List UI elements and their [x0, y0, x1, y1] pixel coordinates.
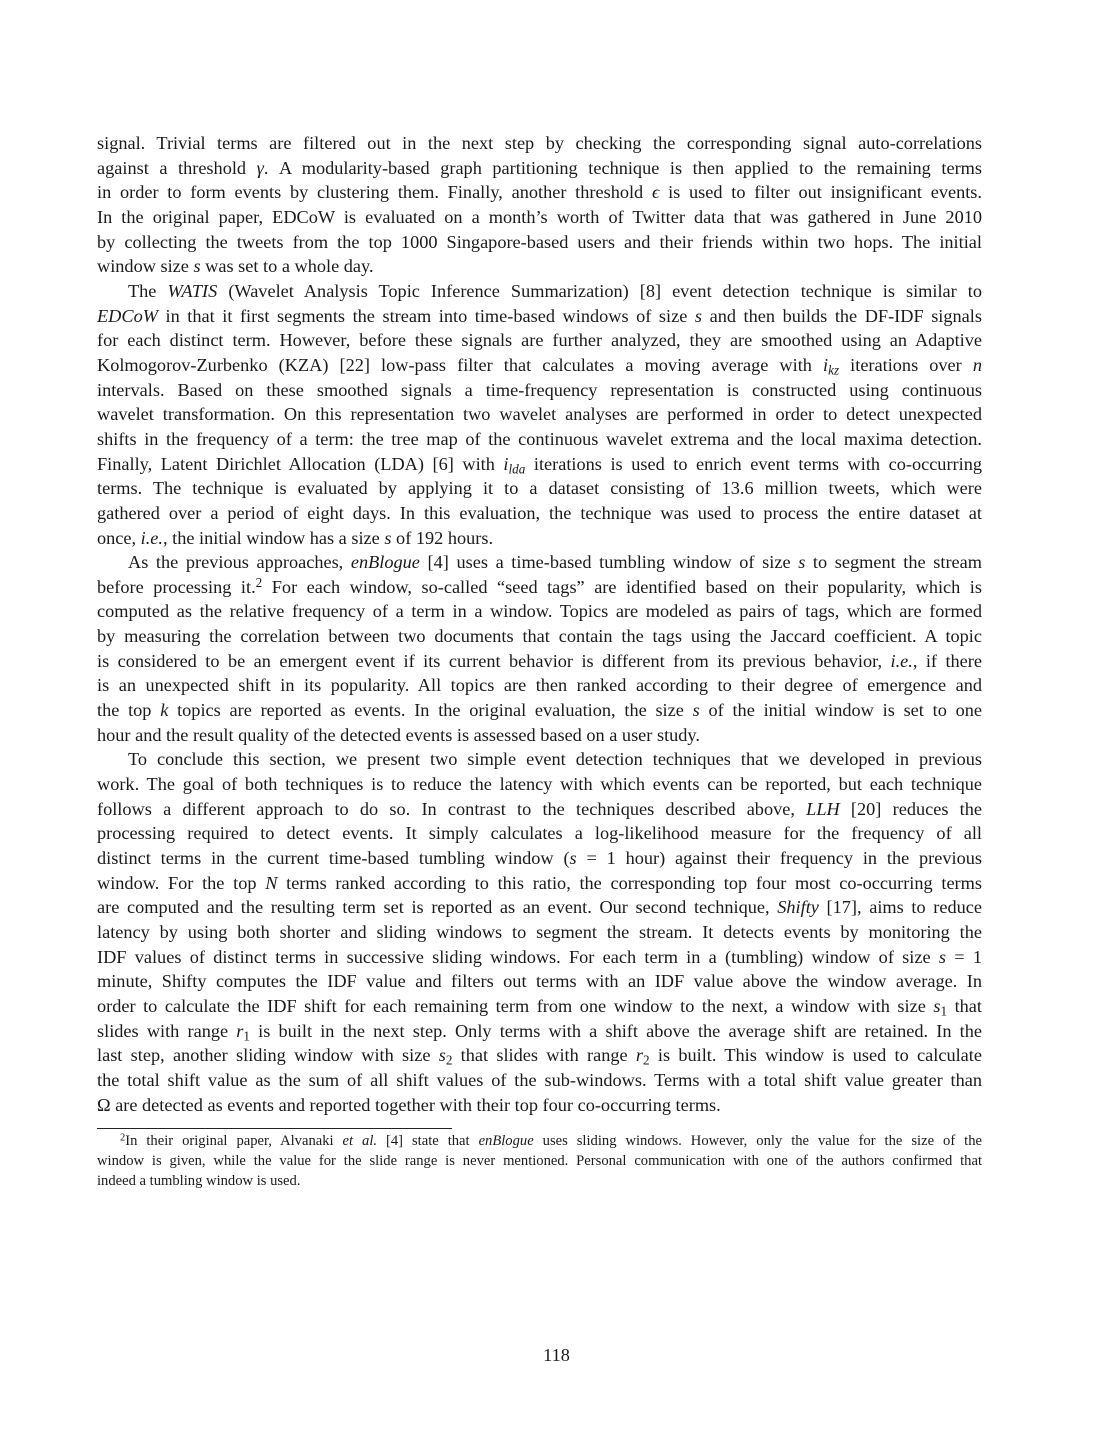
paragraph — [97, 1131, 982, 1191]
text-run: signal. Trivial terms are filtered out in the next step by checking the corresponding signal auto-correlations — [97, 133, 982, 153]
text-run: follows a different approach to do so. In contrast to the techniques described above, — [97, 798, 807, 819]
footnote-rule — [97, 1128, 452, 1129]
text-line — [97, 895, 982, 920]
text-run: before processing it. — [97, 576, 256, 597]
italic-run: i — [823, 354, 829, 375]
text-run: is used to filter out insignificant events. — [659, 182, 982, 203]
text-line — [97, 969, 982, 994]
text-run: topics are reported as events. In the original evaluation, the size — [168, 700, 693, 721]
text-run: by measuring the correlation between two documents that contain the tags using the Jaccard coefficient. A topic — [97, 626, 982, 647]
text-run: The — [128, 280, 168, 301]
italic-run: WATIS — [167, 280, 218, 301]
text-line — [97, 1043, 982, 1068]
subscript: 1 — [243, 1027, 250, 1043]
footnote — [97, 1131, 982, 1191]
italic-run: LLH — [806, 798, 840, 819]
text-line — [97, 353, 982, 378]
text-run: iterations is used to enrich event terms with co-occurring — [525, 453, 982, 474]
italic-run: i — [503, 453, 509, 474]
text-run: hour and the result quality of the detected events is assessed based on a user study. — [97, 724, 700, 745]
text-line — [97, 304, 982, 329]
text-run: gathered over a period of eight days. In this evaluation, the technique was used to process the entire dataset at — [97, 502, 982, 523]
text-run: order to calculate the IDF shift for each remaining term from one window to the next, a window with size — [97, 995, 934, 1016]
text-run: slides with range — [97, 1020, 237, 1041]
text-line — [97, 328, 982, 353]
text-run: in order to form events by clustering them. Finally, another threshold — [97, 182, 652, 203]
italic-run: k — [160, 700, 169, 721]
text-line — [97, 920, 982, 945]
text-run: was set to a whole day. — [200, 256, 374, 277]
text-run: Ω are detected as events and reported together with their top four co-occurring terms. — [97, 1094, 721, 1115]
text-run: are computed and the resulting term set is reported as an event. Our second technique, — [97, 897, 778, 918]
text-line — [97, 378, 982, 403]
text-run: indeed a tumbling window is used. — [97, 1173, 301, 1189]
text-line — [97, 723, 982, 748]
text-run: In their original paper, Alvanaki — [125, 1133, 343, 1149]
text-line — [97, 1068, 982, 1093]
page-number: 118 — [543, 1345, 570, 1365]
text-run: to segment the stream — [805, 552, 982, 573]
italic-run: EDCoW — [97, 305, 158, 326]
text-run: is built. This window is used to calculate — [649, 1045, 982, 1066]
italic-run: ϵ — [651, 182, 660, 203]
text-run: [20] reduces the — [839, 798, 982, 819]
italic-run: r — [236, 1020, 244, 1041]
italic-run: s — [193, 256, 201, 277]
text-run: of 192 hours. — [391, 527, 494, 548]
body-text — [97, 131, 982, 1117]
paragraph — [97, 550, 982, 747]
italic-run: i.e. — [890, 650, 913, 671]
text-line — [97, 575, 982, 600]
text-line — [97, 156, 982, 181]
text-run: In the original paper, EDCoW is evaluated on a month’s worth of Twitter data that was gathered in June 2010 — [97, 206, 982, 227]
italic-run: N — [265, 872, 278, 893]
text-run: To conclude this section, we present two simple event detection techniques that we developed in previous — [128, 749, 982, 770]
paragraph — [97, 747, 982, 1117]
text-run: Finally, Latent Dirichlet Allocation (LDA) [6] with — [97, 453, 504, 474]
text-run: that slides with range — [452, 1045, 636, 1066]
text-line — [97, 1019, 982, 1044]
text-run: iterations over — [839, 354, 973, 375]
italic-run: r — [635, 1045, 644, 1066]
text-run: [17], aims to reduce — [818, 897, 982, 918]
text-line — [97, 427, 982, 452]
text-run: . A modularity-based graph partitioning technique is then applied to the remaining terms — [263, 157, 982, 178]
italic-run: γ — [256, 157, 264, 178]
text-run: processing required to detect events. It simply calculates a log-likelihood measure for the frequency of all — [97, 823, 982, 844]
text-run: uses sliding windows. However, only the value for the size of the — [533, 1133, 982, 1149]
text-run: that — [947, 995, 983, 1016]
text-run: window is given, while the value for the slide range is never mentioned. Personal communication with one of the authors confirmed that — [97, 1153, 982, 1169]
italic-run: Shifty — [777, 897, 819, 918]
text-run: last step, another sliding window with size — [97, 1045, 439, 1066]
text-line — [97, 871, 982, 896]
text-line — [97, 205, 982, 230]
text-line — [97, 180, 982, 205]
italic-run: et al. — [342, 1133, 378, 1149]
text-line — [97, 131, 982, 156]
text-line — [97, 279, 982, 304]
text-run: is built in the next step. Only terms with a shift above the average shift are retained. In the — [249, 1020, 982, 1041]
superscript: 2 — [120, 1132, 126, 1144]
text-run: latency by using both shorter and sliding windows to segment the stream. It detects events by monitoring the — [97, 922, 982, 942]
text-run: wavelet transformation. On this representation two wavelet analyses are performed in order to detect unexpected — [97, 404, 982, 425]
text-line — [97, 1171, 982, 1191]
text-run: terms ranked according to this ratio, the corresponding top four most co-occurring terms — [277, 872, 982, 893]
paragraph — [97, 131, 982, 279]
text-run: terms. The technique is evaluated by applying it to a dataset consisting of 13.6 million tweets, which were — [97, 478, 982, 499]
text-run: work. The goal of both techniques is to reduce the latency with which events can be reported, but each technique — [97, 774, 982, 795]
text-line — [97, 526, 982, 551]
italic-run: s — [569, 848, 577, 869]
subscript: 2 — [445, 1052, 453, 1068]
text-run: (Wavelet Analysis Topic Inference Summarization) [8] event detection technique is similar to — [217, 280, 983, 301]
text-run: computed as the relative frequency of a term in a window. Topics are modeled as pairs of tags, which are formed — [97, 601, 982, 622]
italic-run: s — [384, 527, 392, 548]
text-line — [97, 747, 982, 772]
text-run: shifts in the frequency of a term: the tree map of the continuous wavelet extrema and the local maxima detection. — [97, 428, 982, 449]
text-run: in that it first segments the stream into time-based windows of size — [157, 305, 695, 326]
text-run: the total shift value as the sum of all shift values of the sub-windows. Terms with a total shift value greater than — [97, 1069, 982, 1090]
text-line — [97, 1093, 982, 1118]
italic-run: enBlogue — [478, 1133, 534, 1149]
text-run: = 1 hour) against their frequency in the previous — [576, 848, 982, 869]
text-line — [97, 599, 982, 624]
text-line — [97, 649, 982, 674]
text-run: [4] uses a time-based tumbling window of size — [419, 552, 799, 573]
subscript: kz — [828, 362, 840, 378]
superscript: 2 — [255, 574, 263, 590]
text-line — [97, 550, 982, 575]
text-run: minute, Shifty computes the IDF value and filters out terms with an IDF value above the window average. In — [97, 971, 982, 992]
italic-run: n — [972, 354, 982, 375]
text-run: , the initial window has a size — [163, 527, 385, 548]
text-run: [4] state that — [377, 1133, 479, 1149]
text-run: for each distinct term. However, before these signals are further analyzed, they are smoothed using an Adaptive — [97, 330, 982, 351]
text-run: For each window, so-called “seed tags” are identified based on their popularity, which is — [262, 576, 983, 597]
text-line — [97, 797, 982, 822]
text-run: , if there — [912, 650, 982, 671]
text-line — [97, 624, 982, 649]
subscript: 2 — [643, 1052, 650, 1068]
text-run: is considered to be an emergent event if its current behavior is different from its previous behavior, — [97, 650, 891, 671]
text-run: by collecting the tweets from the top 1000 Singapore-based users and their friends within two hops. The initial — [97, 231, 982, 252]
text-run: As the previous approaches, — [128, 552, 351, 573]
text-run: Kolmogorov-Zurbenko (KZA) [22] low-pass filter that calculates a moving average with — [97, 354, 824, 375]
text-run: the top — [97, 700, 161, 721]
text-run: and then builds the DF-IDF signals — [702, 305, 982, 326]
text-line — [97, 772, 982, 797]
text-run: of the initial window is set to one — [699, 700, 982, 721]
text-line — [97, 994, 982, 1019]
text-run: = 1 — [946, 946, 982, 967]
text-run: IDF values of distinct terms in successive sliding windows. For each term in a (tumbling) window of size — [97, 946, 939, 967]
text-run: distinct terms in the current time-based tumbling window ( — [97, 848, 570, 869]
text-line — [97, 254, 982, 279]
italic-run: s — [933, 995, 941, 1016]
italic-run: enBlogue — [350, 552, 420, 573]
text-line — [97, 402, 982, 427]
text-line — [97, 945, 982, 970]
text-line — [97, 452, 982, 477]
text-run: intervals. Based on these smoothed signals a time-frequency representation is constructed using continuous — [97, 379, 982, 400]
text-run: window size — [97, 256, 194, 277]
text-line — [97, 1131, 982, 1151]
italic-run: s — [798, 552, 806, 573]
text-line — [97, 476, 982, 501]
italic-run: s — [438, 1045, 446, 1066]
text-run: once, — [97, 527, 141, 548]
text-line — [97, 1151, 982, 1171]
text-line — [97, 673, 982, 698]
subscript: 1 — [940, 1003, 948, 1019]
text-line — [97, 230, 982, 255]
text-run: window. For the top — [97, 872, 266, 893]
text-line — [97, 846, 982, 871]
subscript: lda — [508, 460, 526, 476]
paragraph — [97, 279, 982, 550]
text-line — [97, 821, 982, 846]
italic-run: s — [938, 946, 946, 967]
text-run: is an unexpected shift in its popularity. All topics are then ranked according to their degree of emergence and — [97, 675, 982, 696]
italic-run: i.e. — [140, 527, 163, 548]
text-line — [97, 501, 982, 526]
italic-run: s — [692, 700, 700, 721]
italic-run: s — [694, 305, 703, 326]
text-run: against a threshold — [97, 157, 257, 178]
text-line — [97, 698, 982, 723]
